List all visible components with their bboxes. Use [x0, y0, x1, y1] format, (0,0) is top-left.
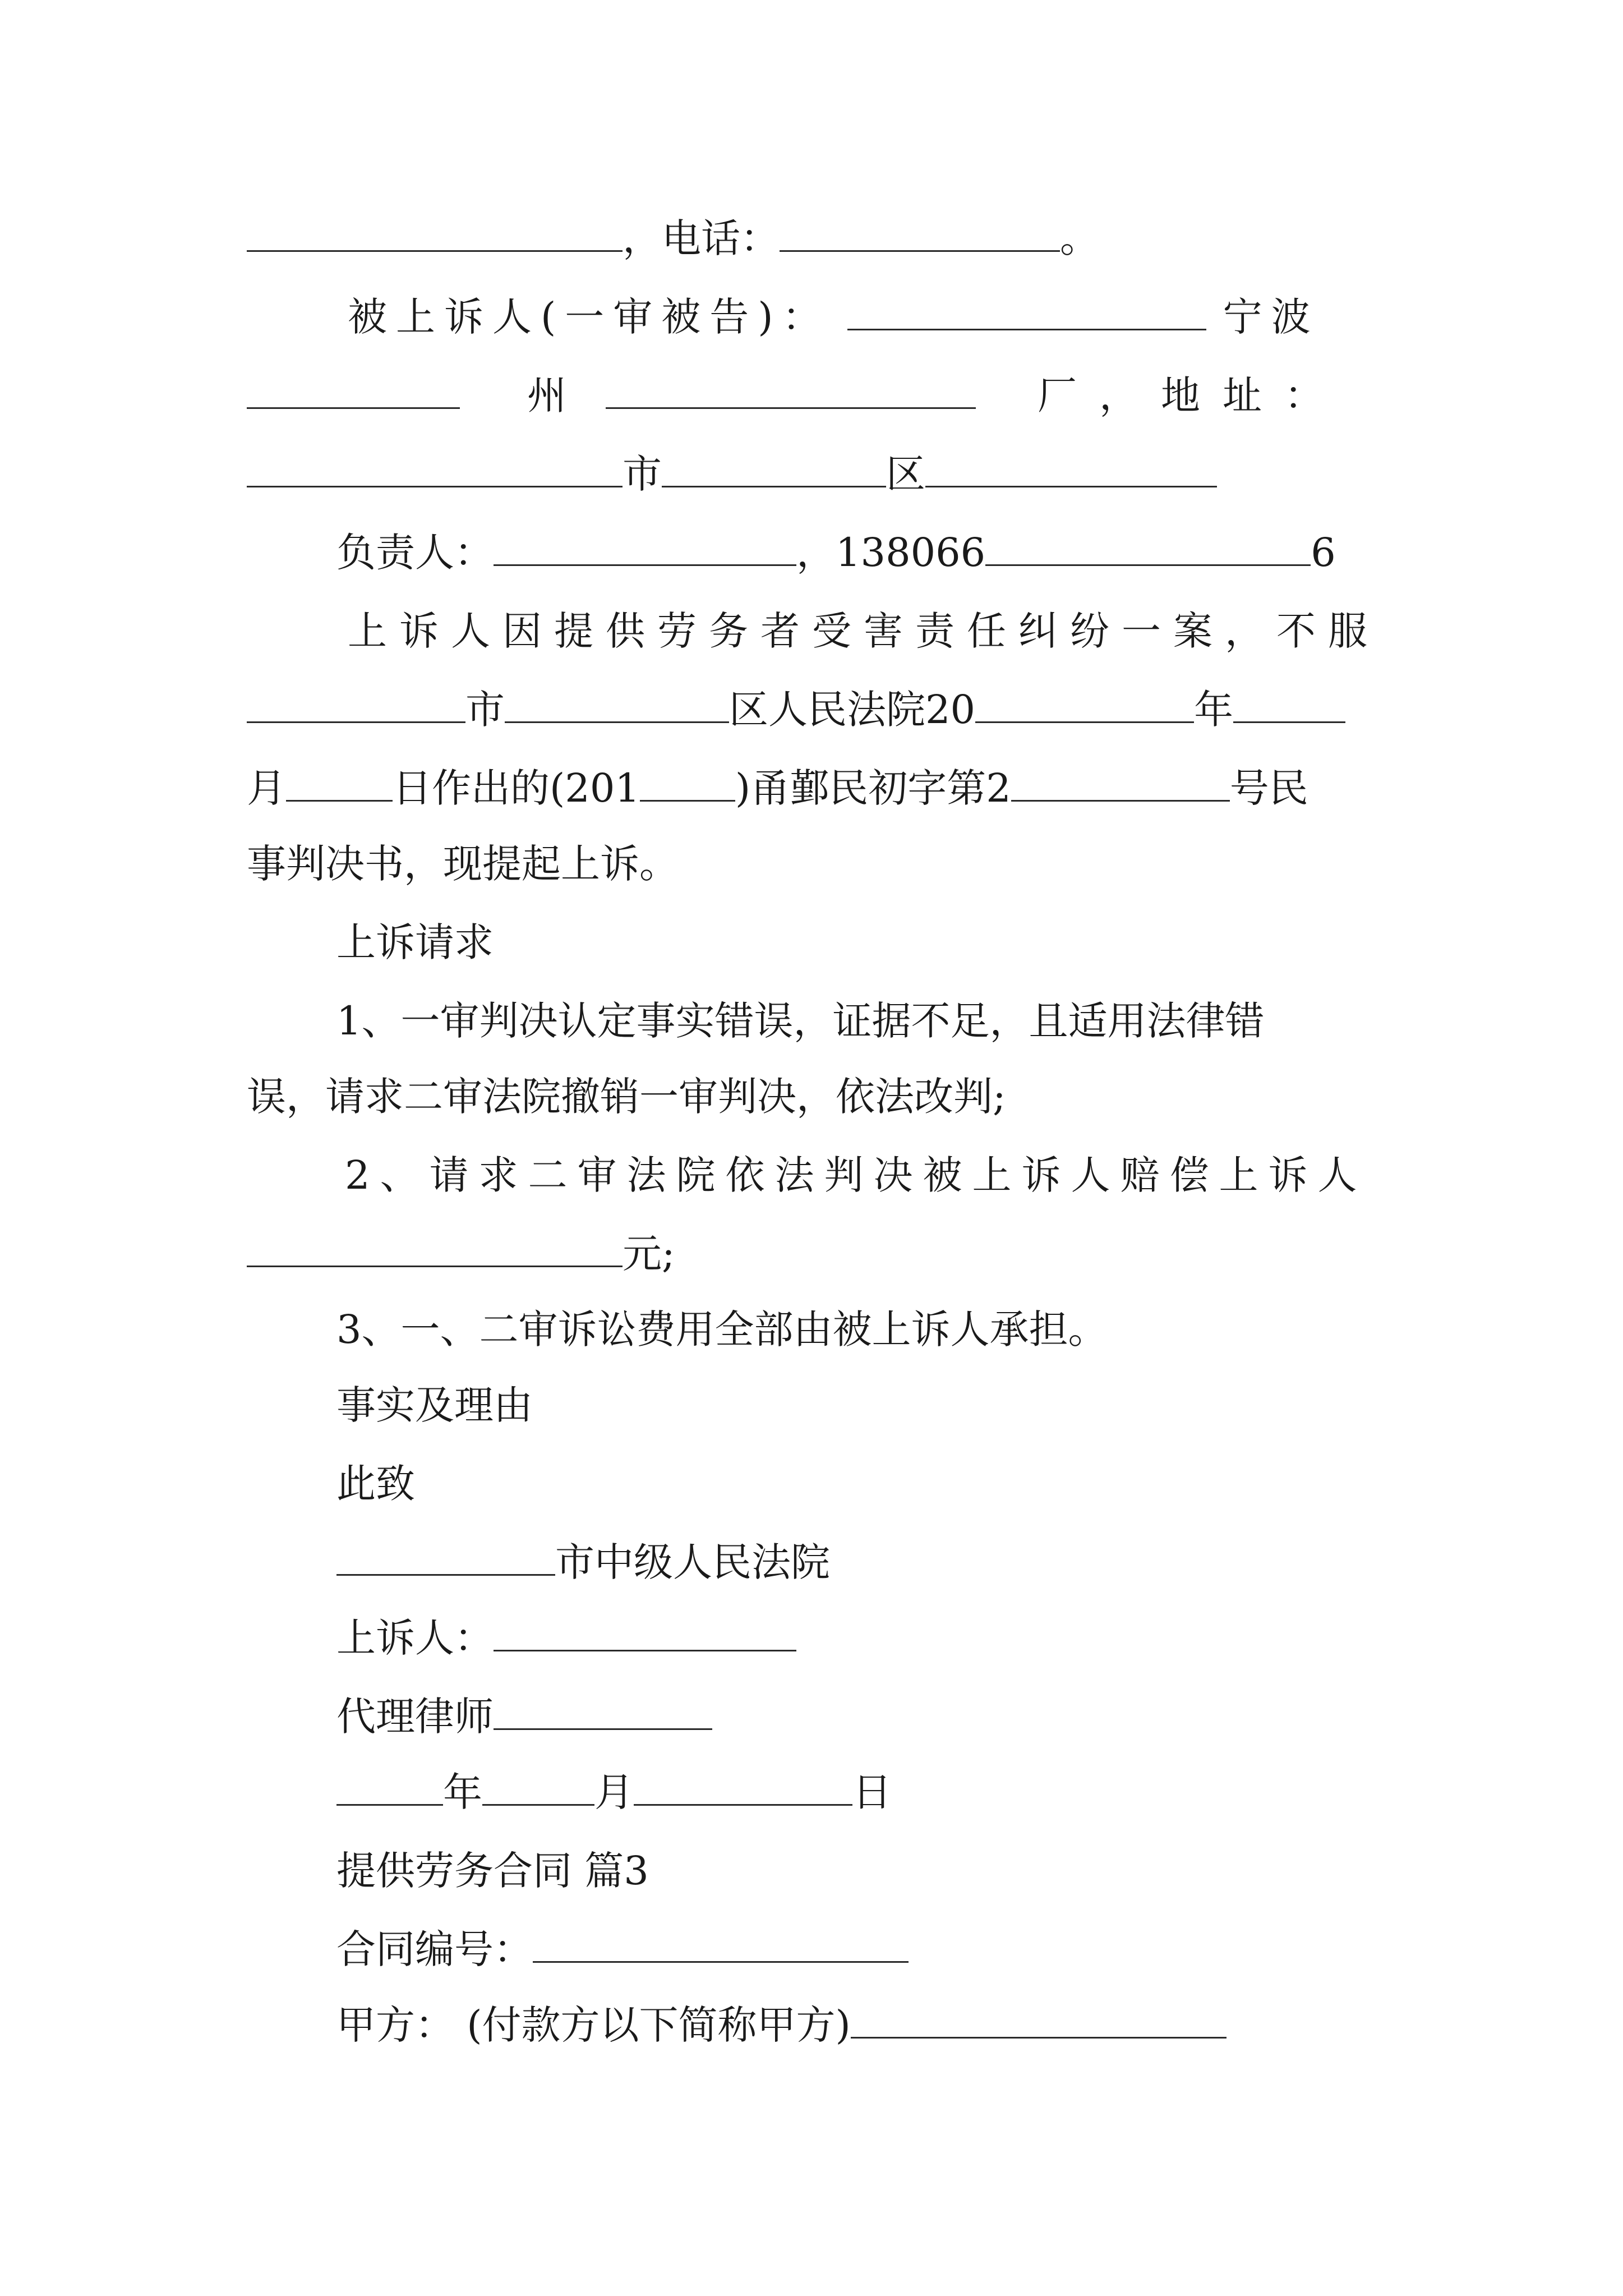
party-a-line: [336, 2000, 1227, 2050]
attorney-signature-blank[interactable]: [494, 1695, 712, 1730]
text-segment: 年: [443, 1769, 482, 1815]
text-segment: 州: [527, 372, 589, 418]
phone-blank[interactable]: [780, 217, 1060, 252]
blank-field[interactable]: [662, 452, 886, 487]
text-segment: 号民: [1229, 765, 1308, 811]
phone-number-blank[interactable]: [985, 531, 1311, 566]
text-segment: 元;: [623, 1231, 675, 1277]
text-segment: 厂，地址：: [1038, 372, 1346, 418]
request-item-continued: [247, 1071, 1006, 1122]
contract-number-line: [336, 1924, 909, 1975]
text-segment: 事判决书，现提起上诉。: [247, 841, 679, 887]
text-segment: 区人民法院20: [729, 687, 976, 733]
text-segment: 1、一审判决认定事实错误，证据不足，且适用法律错: [336, 998, 1265, 1044]
blank-field[interactable]: [606, 374, 976, 409]
text-segment: 6: [1311, 530, 1336, 576]
contract-number-blank[interactable]: [533, 1927, 909, 1963]
text-segment: 区: [886, 451, 925, 497]
addressee-court: [336, 1537, 830, 1588]
blank-field[interactable]: [925, 452, 1217, 487]
day-blank[interactable]: [286, 766, 393, 802]
section-heading: [336, 917, 494, 968]
court-city-blank[interactable]: [336, 1540, 555, 1576]
text-segment: ，138066: [796, 530, 986, 576]
text-segment: 甲方： (付款方以下简称甲方): [336, 2002, 851, 2048]
party-a-blank[interactable]: [851, 2003, 1227, 2039]
appellee-line: [348, 292, 1320, 342]
year-blank[interactable]: [336, 1770, 443, 1806]
request-item-continued: [247, 1228, 675, 1279]
request-item: [336, 996, 1265, 1046]
blank-field[interactable]: [505, 688, 729, 723]
date-line: [336, 1767, 892, 1818]
paragraph-line: [348, 606, 1380, 656]
text-segment: 上诉请求: [336, 919, 494, 965]
text-segment: 市: [623, 451, 662, 497]
text-segment: 年: [1194, 687, 1234, 733]
judgment-number-line: [247, 763, 1308, 813]
text-segment: 事实及理由: [336, 1382, 533, 1428]
section-heading: [336, 1380, 533, 1430]
responsible-person-blank[interactable]: [494, 531, 796, 566]
text-segment: 月: [247, 765, 286, 811]
paragraph-line: [247, 839, 679, 889]
text-segment: 宁波: [1223, 294, 1320, 340]
text-segment: 负责人：: [336, 530, 494, 576]
text-segment: 。: [1060, 215, 1099, 261]
text-segment: )甬鄞民初字第2: [735, 765, 1011, 811]
amount-blank[interactable]: [247, 1232, 623, 1267]
day-blank[interactable]: [634, 1770, 852, 1806]
responsible-person-line: [336, 527, 1336, 578]
text-segment: 上诉人因提供劳务者受害责任纠纷一案，不服: [348, 608, 1380, 654]
text-segment: 此致: [336, 1461, 415, 1507]
case-year-blank[interactable]: [640, 766, 735, 802]
blank-field[interactable]: [247, 688, 465, 723]
text-segment: 被上诉人(一审被告)：: [348, 294, 831, 340]
address-city-district-line: [247, 449, 1217, 499]
contact-phone-line: [247, 213, 1099, 264]
text-segment: 代理律师: [336, 1694, 494, 1740]
text-segment: ，电话：: [623, 215, 780, 261]
text-segment: 月: [594, 1769, 634, 1815]
blank-field[interactable]: [247, 217, 623, 252]
appellee-address-line: [247, 370, 1346, 421]
signature-attorney: [336, 1691, 712, 1742]
appellant-signature-blank[interactable]: [494, 1616, 796, 1651]
request-item: [345, 1150, 1367, 1200]
blank-field[interactable]: [1233, 688, 1345, 723]
text-segment: 合同编号：: [336, 1926, 533, 1972]
text-segment: 日作出的(201: [393, 765, 640, 811]
text-segment: 3、一、二审诉讼费用全部由被上诉人承担。: [336, 1306, 1108, 1352]
text-segment: 提供劳务合同 篇3: [336, 1848, 649, 1894]
month-blank[interactable]: [482, 1770, 594, 1806]
text-segment: 市: [465, 687, 505, 733]
contract-title: [336, 1846, 649, 1896]
salutation: [336, 1458, 415, 1509]
text-segment: 上诉人：: [336, 1615, 494, 1661]
signature-appellant: [336, 1613, 796, 1663]
year-blank[interactable]: [975, 688, 1194, 723]
appellee-blank[interactable]: [847, 295, 1206, 330]
request-item: [336, 1304, 1108, 1355]
text-segment: 2、请求二审法院依法判决被上诉人赔偿上诉人: [345, 1152, 1367, 1198]
blank-field[interactable]: [247, 374, 460, 409]
text-segment: 日: [852, 1769, 892, 1815]
blank-field[interactable]: [247, 452, 623, 487]
text-segment: 市中级人民法院: [555, 1539, 830, 1585]
court-line: [247, 684, 1345, 735]
case-number-blank[interactable]: [1011, 766, 1230, 802]
text-segment: 误，请求二审法院撤销一审判决，依法改判;: [247, 1074, 1006, 1120]
